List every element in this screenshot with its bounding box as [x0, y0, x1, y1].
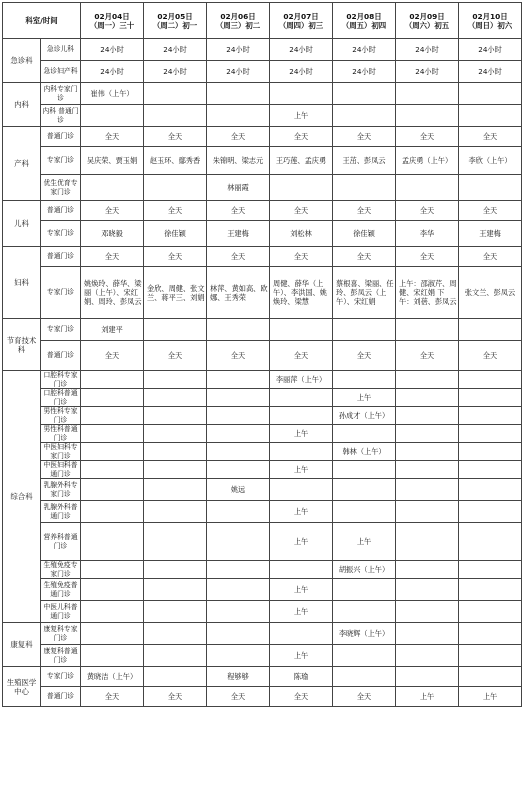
schedule-cell [396, 645, 459, 667]
schedule-cell: 赵玉环、鄢秀香 [144, 147, 207, 175]
schedule-cell: 李丽萍（上午） [270, 371, 333, 389]
schedule-cell [207, 407, 270, 425]
schedule-cell [81, 371, 144, 389]
schedule-cell [144, 579, 207, 601]
date-header [333, 3, 396, 39]
schedule-cell [396, 175, 459, 201]
clinic-type-cell: 专家门诊 [41, 147, 81, 175]
schedule-cell: 全天 [81, 341, 144, 371]
schedule-cell [207, 623, 270, 645]
schedule-cell [207, 105, 270, 127]
table-row [3, 479, 522, 501]
date-label: 02月06日 [220, 11, 256, 21]
schedule-cell: 全天 [207, 201, 270, 221]
schedule-cell [81, 407, 144, 425]
schedule-cell: 全天 [396, 201, 459, 221]
schedule-cell: 上午 [270, 601, 333, 623]
schedule-cell: 全天 [270, 341, 333, 371]
clinic-type-cell: 普通门诊 [41, 687, 81, 707]
schedule-cell [333, 175, 396, 201]
schedule-cell: 上午 [333, 523, 396, 561]
table-row [3, 623, 522, 645]
schedule-cell: 全天 [333, 201, 396, 221]
schedule-cell: 上午 [270, 425, 333, 443]
clinic-type-cell: 口腔科专家门诊 [41, 371, 81, 389]
clinic-type-cell: 内科专家门诊 [41, 83, 81, 105]
date-header [207, 3, 270, 39]
table-row [3, 687, 522, 707]
schedule-cell: 全天 [270, 201, 333, 221]
schedule-cell: 吴庆荣、贾玉娟 [81, 147, 144, 175]
schedule-cell [207, 83, 270, 105]
schedule-cell: 全天 [81, 247, 144, 267]
clinic-type-cell: 男性科普通门诊 [41, 425, 81, 443]
schedule-cell [207, 645, 270, 667]
schedule-cell [459, 667, 522, 687]
schedule-cell [270, 83, 333, 105]
schedule-cell: 24小时 [459, 39, 522, 61]
schedule-cell: 全天 [396, 341, 459, 371]
schedule-cell [144, 667, 207, 687]
table-row [3, 341, 522, 371]
schedule-cell [144, 371, 207, 389]
schedule-cell [207, 425, 270, 443]
schedule-cell: 全天 [333, 127, 396, 147]
schedule-cell: 上午 [270, 461, 333, 479]
table-row [3, 201, 522, 221]
schedule-cell: 李欣（上午） [459, 147, 522, 175]
schedule-cell [81, 425, 144, 443]
table-row [3, 105, 522, 127]
clinic-type-cell: 营养科普通门诊 [41, 523, 81, 561]
department-cell: 综合科 [3, 371, 41, 623]
schedule-cell: 全天 [396, 127, 459, 147]
table-row [3, 579, 522, 601]
schedule-cell: 全天 [333, 247, 396, 267]
schedule-cell [144, 407, 207, 425]
schedule-cell: 24小时 [81, 61, 144, 83]
clinic-type-cell: 中医妇科普通门诊 [41, 461, 81, 479]
schedule-cell: 全天 [207, 341, 270, 371]
schedule-cell: 林萍、黄如高、欧娜、王秀荣 [207, 267, 270, 319]
schedule-cell: 24小时 [333, 61, 396, 83]
schedule-cell [270, 407, 333, 425]
schedule-cell [144, 601, 207, 623]
schedule-cell: 全天 [144, 201, 207, 221]
schedule-cell [333, 645, 396, 667]
table-row [3, 127, 522, 147]
schedule-cell [459, 105, 522, 127]
clinic-type-cell: 普通门诊 [41, 201, 81, 221]
date-label: 02月05日 [157, 11, 193, 21]
clinic-type-cell: 生殖免疫普通门诊 [41, 579, 81, 601]
table-row [3, 371, 522, 389]
clinic-type-cell: 中医儿科普通门诊 [41, 601, 81, 623]
schedule-cell: 邓晓毅 [81, 221, 144, 247]
schedule-cell [270, 623, 333, 645]
schedule-cell: 全天 [396, 247, 459, 267]
schedule-cell: 上午 [396, 687, 459, 707]
schedule-cell: 全天 [144, 247, 207, 267]
clinic-type-cell: 内科 普通门诊 [41, 105, 81, 127]
table-row [3, 319, 522, 341]
date-label: 02月09日 [409, 11, 445, 21]
schedule-cell [81, 389, 144, 407]
schedule-cell: 王巧莲、孟庆勇 [270, 147, 333, 175]
schedule-cell [207, 601, 270, 623]
date-header [270, 3, 333, 39]
schedule-cell [333, 579, 396, 601]
day-label: （周三）初二 [215, 20, 261, 30]
schedule-cell [333, 667, 396, 687]
schedule-cell [333, 319, 396, 341]
schedule-cell: 24小时 [396, 61, 459, 83]
schedule-cell [333, 371, 396, 389]
schedule-cell [396, 371, 459, 389]
schedule-cell [396, 389, 459, 407]
schedule-cell: 上午 [270, 501, 333, 523]
schedule-cell: 24小时 [333, 39, 396, 61]
schedule-cell: 林丽霞 [207, 175, 270, 201]
schedule-cell [81, 561, 144, 579]
table-row [3, 523, 522, 561]
schedule-cell [333, 601, 396, 623]
schedule-cell [459, 601, 522, 623]
schedule-cell [81, 175, 144, 201]
clinic-type-cell: 急诊儿科 [41, 39, 81, 61]
schedule-cell: 徐佳颖 [333, 221, 396, 247]
department-cell: 妇科 [3, 247, 41, 319]
date-label: 02月08日 [346, 11, 382, 21]
schedule-cell: 全天 [144, 687, 207, 707]
department-cell: 儿科 [3, 201, 41, 247]
schedule-cell: 全天 [81, 127, 144, 147]
schedule-cell [207, 371, 270, 389]
schedule-cell [396, 407, 459, 425]
schedule-cell: 胡振兴（上午） [333, 561, 396, 579]
table-row [3, 443, 522, 461]
schedule-cell [207, 523, 270, 561]
schedule-cell [81, 601, 144, 623]
schedule-cell: 上午 [270, 645, 333, 667]
schedule-cell: 韩林（上午） [333, 443, 396, 461]
schedule-cell: 上午 [333, 389, 396, 407]
schedule-cell [144, 523, 207, 561]
date-label: 02月04日 [94, 11, 130, 21]
schedule-cell [207, 579, 270, 601]
schedule-cell: 上午 [459, 687, 522, 707]
clinic-type-cell: 优生优育专家门诊 [41, 175, 81, 201]
schedule-cell: 李华 [396, 221, 459, 247]
department-cell: 内科 [3, 83, 41, 127]
schedule-cell [81, 645, 144, 667]
schedule-cell: 周健、薛华（上午）、李洪国、姚焕玲、梁慧 [270, 267, 333, 319]
schedule-cell [270, 443, 333, 461]
schedule-cell: 孟庆勇（上午） [396, 147, 459, 175]
clinic-type-cell: 口腔科普通门诊 [41, 389, 81, 407]
schedule-cell [207, 443, 270, 461]
table-row [3, 39, 522, 61]
schedule-table [2, 2, 522, 707]
schedule-cell [144, 461, 207, 479]
clinic-type-cell: 专家门诊 [41, 667, 81, 687]
date-label: 02月07日 [283, 11, 319, 21]
schedule-cell [270, 561, 333, 579]
schedule-cell [459, 645, 522, 667]
schedule-cell [396, 319, 459, 341]
schedule-cell: 刘建平 [81, 319, 144, 341]
day-label: （周一）三十 [89, 20, 135, 30]
schedule-cell [333, 479, 396, 501]
table-row [3, 83, 522, 105]
day-label: （周日）初六 [467, 20, 513, 30]
table-row [3, 461, 522, 479]
header-row [3, 3, 522, 39]
schedule-cell: 全天 [270, 247, 333, 267]
table-row [3, 221, 522, 247]
schedule-cell [81, 501, 144, 523]
clinic-type-cell: 生殖免疫专家门诊 [41, 561, 81, 579]
date-label: 02月10日 [472, 11, 508, 21]
day-label: （周六）初五 [404, 20, 450, 30]
clinic-type-cell: 中医妇科专家门诊 [41, 443, 81, 461]
schedule-cell [144, 319, 207, 341]
schedule-cell: 全天 [81, 687, 144, 707]
schedule-cell [144, 479, 207, 501]
schedule-cell: 金欣、周健、张文兰、蒋平三、刘娟 [144, 267, 207, 319]
corner-header: 科室/时间 [3, 3, 81, 39]
schedule-cell: 王茁、彭凤云 [333, 147, 396, 175]
schedule-cell: 全天 [207, 127, 270, 147]
schedule-cell [270, 319, 333, 341]
schedule-cell [396, 479, 459, 501]
day-label: （周五）初四 [341, 20, 387, 30]
table-row [3, 247, 522, 267]
schedule-cell: 全天 [333, 341, 396, 371]
table-row [3, 645, 522, 667]
clinic-type-cell: 专家门诊 [41, 221, 81, 247]
schedule-cell [81, 579, 144, 601]
schedule-cell: 徐佳颖 [144, 221, 207, 247]
schedule-cell [459, 407, 522, 425]
schedule-cell [207, 319, 270, 341]
schedule-cell [396, 561, 459, 579]
schedule-cell [396, 83, 459, 105]
schedule-cell [459, 523, 522, 561]
schedule-cell [396, 105, 459, 127]
schedule-cell: 王建梅 [207, 221, 270, 247]
department-cell: 生殖医学中心 [3, 667, 41, 707]
table-row [3, 601, 522, 623]
schedule-cell: 24小时 [144, 39, 207, 61]
schedule-cell [459, 175, 522, 201]
clinic-type-cell: 急诊妇产科 [41, 61, 81, 83]
schedule-cell [81, 479, 144, 501]
clinic-type-cell: 乳腺外科普通门诊 [41, 501, 81, 523]
schedule-cell [333, 501, 396, 523]
schedule-cell: 蔡根喜、梁丽、任玲、彭凤云（上午）、宋红娟 [333, 267, 396, 319]
schedule-cell [396, 579, 459, 601]
schedule-cell [207, 389, 270, 407]
schedule-cell [459, 579, 522, 601]
table-row [3, 667, 522, 687]
schedule-cell: 24小时 [270, 61, 333, 83]
schedule-cell [81, 105, 144, 127]
schedule-cell: 全天 [144, 341, 207, 371]
schedule-cell [459, 443, 522, 461]
table-row [3, 389, 522, 407]
department-cell: 节育技术科 [3, 319, 41, 371]
schedule-cell: 24小时 [396, 39, 459, 61]
schedule-cell [270, 479, 333, 501]
schedule-cell [333, 461, 396, 479]
schedule-cell [459, 389, 522, 407]
schedule-cell [459, 501, 522, 523]
table-row [3, 147, 522, 175]
schedule-cell [81, 523, 144, 561]
schedule-cell: 上午 [270, 579, 333, 601]
schedule-cell: 黄晓洁（上午） [81, 667, 144, 687]
schedule-cell [144, 83, 207, 105]
clinic-type-cell: 专家门诊 [41, 319, 81, 341]
schedule-cell: 王建梅 [459, 221, 522, 247]
schedule-cell: 程够够 [207, 667, 270, 687]
schedule-cell [459, 479, 522, 501]
schedule-cell: 全天 [459, 247, 522, 267]
schedule-cell: 姚远 [207, 479, 270, 501]
day-label: （周四）初三 [278, 20, 324, 30]
schedule-cell: 24小时 [270, 39, 333, 61]
schedule-cell [81, 461, 144, 479]
date-header [396, 3, 459, 39]
schedule-cell [396, 523, 459, 561]
department-cell: 产科 [3, 127, 41, 201]
schedule-cell [396, 425, 459, 443]
day-label: （周二）初一 [152, 20, 198, 30]
schedule-cell [459, 623, 522, 645]
schedule-cell [333, 83, 396, 105]
table-row [3, 267, 522, 319]
schedule-cell: 陈瑜 [270, 667, 333, 687]
schedule-cell [144, 425, 207, 443]
schedule-cell: 全天 [81, 201, 144, 221]
schedule-cell [81, 623, 144, 645]
clinic-type-cell: 普通门诊 [41, 341, 81, 371]
schedule-cell [396, 461, 459, 479]
schedule-cell [144, 443, 207, 461]
clinic-type-cell: 普通门诊 [41, 127, 81, 147]
schedule-cell [144, 623, 207, 645]
schedule-cell [396, 667, 459, 687]
schedule-cell: 上午 [270, 105, 333, 127]
table-row [3, 425, 522, 443]
schedule-cell: 24小时 [207, 61, 270, 83]
schedule-cell: 张文兰、彭凤云 [459, 267, 522, 319]
department-cell: 康复科 [3, 623, 41, 667]
schedule-cell [207, 501, 270, 523]
schedule-cell: 全天 [333, 687, 396, 707]
schedule-cell [459, 425, 522, 443]
schedule-cell [207, 461, 270, 479]
date-header [144, 3, 207, 39]
schedule-wrapper [2, 2, 521, 707]
clinic-type-cell: 康复科普通门诊 [41, 645, 81, 667]
schedule-cell [270, 175, 333, 201]
schedule-cell [333, 105, 396, 127]
schedule-cell: 朱锦明、梁志元 [207, 147, 270, 175]
schedule-cell: 姚焕玲、薛华、梁丽（上午）、宋红娟、周玲、彭凤云 [81, 267, 144, 319]
schedule-cell: 24小时 [81, 39, 144, 61]
schedule-cell [396, 601, 459, 623]
schedule-cell: 24小时 [144, 61, 207, 83]
schedule-cell [459, 561, 522, 579]
schedule-cell: 上午：邵淑芹、周健、宋红娟 下午：刘蓓、彭凤云 [396, 267, 459, 319]
schedule-cell [144, 501, 207, 523]
schedule-cell [144, 561, 207, 579]
schedule-cell [144, 645, 207, 667]
table-row [3, 407, 522, 425]
table-row [3, 561, 522, 579]
table-row [3, 501, 522, 523]
schedule-cell: 全天 [144, 127, 207, 147]
clinic-type-cell: 普通门诊 [41, 247, 81, 267]
schedule-cell [459, 319, 522, 341]
schedule-cell: 孙成才（上午） [333, 407, 396, 425]
schedule-cell [459, 371, 522, 389]
date-header [81, 3, 144, 39]
table-row [3, 175, 522, 201]
department-cell: 急诊科 [3, 39, 41, 83]
schedule-cell [396, 501, 459, 523]
clinic-type-cell: 乳腺外科专家门诊 [41, 479, 81, 501]
schedule-cell [270, 389, 333, 407]
schedule-cell [333, 425, 396, 443]
schedule-cell: 24小时 [459, 61, 522, 83]
schedule-cell [207, 561, 270, 579]
schedule-cell: 全天 [270, 687, 333, 707]
schedule-cell: 全天 [459, 201, 522, 221]
schedule-body [3, 39, 522, 707]
schedule-cell [81, 443, 144, 461]
schedule-cell [396, 443, 459, 461]
date-header [459, 3, 522, 39]
schedule-cell [144, 389, 207, 407]
schedule-cell: 刘松林 [270, 221, 333, 247]
schedule-cell [396, 623, 459, 645]
clinic-type-cell: 男性科专家门诊 [41, 407, 81, 425]
schedule-cell: 24小时 [207, 39, 270, 61]
clinic-type-cell: 专家门诊 [41, 267, 81, 319]
table-row [3, 61, 522, 83]
schedule-cell [459, 83, 522, 105]
schedule-cell: 全天 [207, 687, 270, 707]
schedule-cell: 全天 [459, 127, 522, 147]
schedule-cell: 全天 [459, 341, 522, 371]
schedule-cell [144, 105, 207, 127]
schedule-cell: 全天 [270, 127, 333, 147]
schedule-cell [459, 461, 522, 479]
schedule-cell: 全天 [207, 247, 270, 267]
schedule-cell: 李晓辉（上午） [333, 623, 396, 645]
schedule-cell: 上午 [270, 523, 333, 561]
schedule-cell [144, 175, 207, 201]
clinic-type-cell: 康复科专家门诊 [41, 623, 81, 645]
schedule-cell: 崔伟（上午） [81, 83, 144, 105]
